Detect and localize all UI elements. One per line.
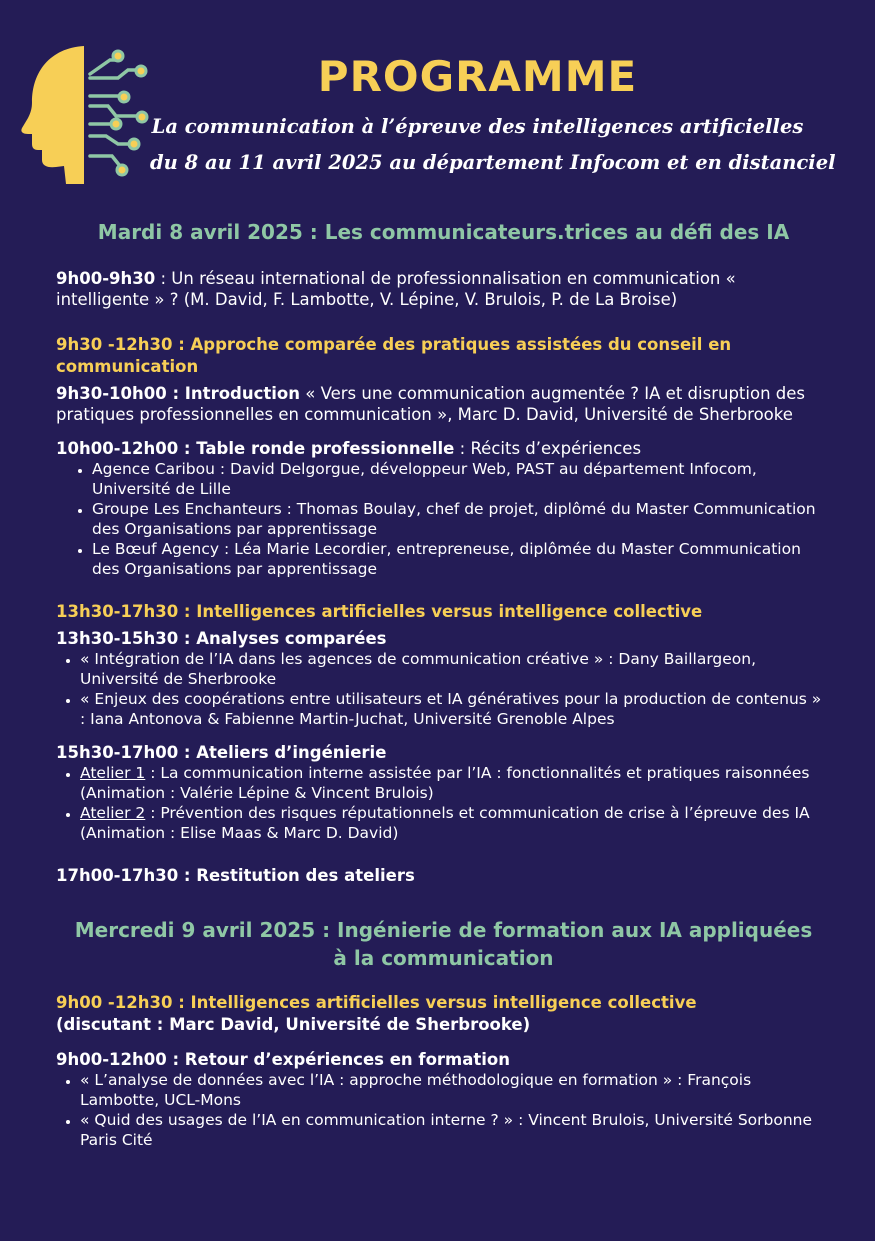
discutant: (discutant : Marc David, Université de Sherbrooke) xyxy=(56,1015,531,1034)
atelier1-text: : La communication interne assistée par l’IA : fonctionnalités et pratiques raisonnées (Animation : Valérie Lépine & Vincent Brulois) xyxy=(80,764,810,802)
restitution: 17h00-17h30 : Restitution des ateliers xyxy=(56,866,415,885)
list-item: • « Intégration de l’IA dans les agences de communication créative » : Dany Baillargeon, Université de Sherbrooke xyxy=(80,649,831,689)
introduction-label: 9h30-10h00 : Introduction xyxy=(56,384,301,403)
page-title: PROGRAMME xyxy=(317,52,638,101)
day2-morning-session-title: 9h00 -12h30 : Intelligences artificielles versus intelligence collective xyxy=(56,993,697,1012)
day2-heading-line2: à la communication xyxy=(333,946,554,970)
day1-introduction xyxy=(56,383,831,425)
retour-label: 9h00-12h00 : Retour d’expériences en formation xyxy=(56,1050,511,1069)
atelier2-text: : Prévention des risques réputationnels et communication de crise à l’épreuve des IA (Animation : Elise Maas & Marc D. David) xyxy=(80,804,810,842)
day1-afternoon-session-title: 13h30-17h30 : Intelligences artificielles versus intelligence collective xyxy=(56,602,703,621)
list-item: • « Quid des usages de l’IA en communication interne ? » : Vincent Brulois, Université Sorbonne Paris Cité xyxy=(80,1110,831,1150)
day1-morning-session-title: 9h30 -12h30 : Approche comparée des pratiques assistées du conseil en communication xyxy=(56,335,732,376)
list-item: • Le Bœuf Agency : Léa Marie Lecordier, entrepreneuse, diplômée du Master Communication des Organisations par apprentissage xyxy=(92,539,831,579)
retour-list xyxy=(56,1070,831,1150)
opening-time: 9h00-9h30 xyxy=(56,269,156,288)
page-subtitle-line2: du 8 au 11 avril 2025 au département Infocom et en distanciel xyxy=(150,151,836,174)
program-content xyxy=(56,218,831,1150)
roundtable-label: 10h00-12h00 : Table ronde professionnelle xyxy=(56,439,455,458)
list-item: • Agence Caribou : David Delgorgue, développeur Web, PAST au département Infocom, Université de Lille xyxy=(92,459,831,499)
list-item: • « Enjeux des coopérations entre utilisateurs et IA génératives pour la production de contenus » : Iana Antonova & Fabienne Martin-Juchat, Université Grenoble Alpes xyxy=(80,689,831,729)
atelier1-link[interactable]: Atelier 1 xyxy=(80,764,146,782)
ateliers-label: 15h30-17h00 : Ateliers d’ingénierie xyxy=(56,743,387,762)
analyses-list xyxy=(56,649,831,729)
day1-roundtable xyxy=(56,438,831,459)
list-item xyxy=(80,763,831,803)
list-item xyxy=(80,803,831,843)
day1-opening xyxy=(56,268,831,310)
list-item: • « L’analyse de données avec l’IA : approche méthodologique en formation » : François Lambotte, UCL-Mons xyxy=(80,1070,831,1110)
opening-text: : Un réseau international de professionnalisation en communication « intelligente » ? (M. David, F. Lambotte, V. Lépine, V. Brulois, P. de La Broise) xyxy=(56,269,736,309)
atelier2-link[interactable]: Atelier 2 xyxy=(80,804,146,822)
analyses-label: 13h30-15h30 : Analyses comparées xyxy=(56,629,387,648)
introduction-text: « Vers une communication augmentée ? IA et disruption des pratiques professionnelles en communication », Marc D. David, Université de Sherbrooke xyxy=(56,384,805,424)
roundtable-text: : Récits d’expériences xyxy=(454,439,642,458)
day1-heading: Mardi 8 avril 2025 : Les communicateurs.trices au défi des IA xyxy=(97,220,790,244)
ateliers-list xyxy=(56,763,831,843)
page-subtitle-line1: La communication à l’épreuve des intelligences artificielles xyxy=(151,115,804,138)
list-item: • Groupe Les Enchanteurs : Thomas Boulay, chef de projet, diplômé du Master Communication des Organisations par apprentissage xyxy=(92,499,831,539)
day2-heading xyxy=(56,916,831,972)
roundtable-list xyxy=(56,459,831,579)
day2-heading-line1: Mercredi 9 avril 2025 : Ingénierie de formation aux IA appliquées xyxy=(74,918,813,942)
